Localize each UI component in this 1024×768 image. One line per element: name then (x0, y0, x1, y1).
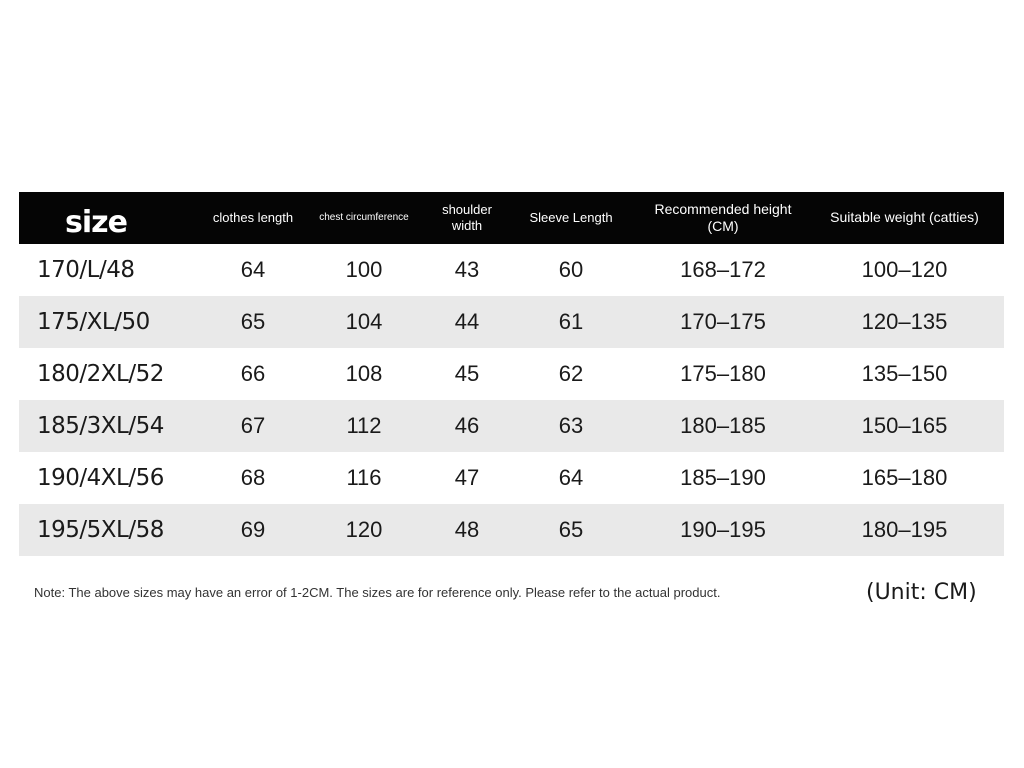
header-sleeve-length: Sleeve Length (529, 209, 613, 225)
height-cell: 185–190 (680, 465, 766, 490)
size-cell: 185/3XL/54 (37, 413, 164, 439)
size-table (19, 192, 1004, 556)
shoulder-cell: 43 (454, 257, 480, 282)
shoulder-cell: 45 (454, 361, 480, 386)
chest-cell: 108 (345, 361, 383, 386)
header-size: size (65, 205, 127, 241)
chest-cell: 100 (345, 257, 383, 282)
clothes-length-cell: 67 (240, 413, 266, 438)
shoulder-cell: 48 (454, 517, 480, 542)
sleeve-cell: 61 (558, 309, 584, 334)
chest-cell: 112 (346, 413, 382, 438)
shoulder-cell: 46 (454, 413, 480, 438)
table-header (19, 192, 1004, 244)
size-cell: 180/2XL/52 (37, 361, 164, 387)
size-cell: 170/L/48 (37, 257, 135, 283)
shoulder-cell: 44 (454, 309, 480, 334)
sleeve-cell: 60 (558, 257, 584, 282)
table-row (19, 348, 1004, 400)
unit-label: (Unit: CM) (866, 580, 977, 605)
clothes-length-cell: 66 (240, 361, 266, 386)
weight-cell: 120–135 (861, 309, 948, 334)
header-chest-circumference: chest circumference (319, 211, 409, 223)
size-cell: 175/XL/50 (37, 309, 150, 335)
sleeve-cell: 65 (558, 517, 584, 542)
table-row (19, 400, 1004, 452)
weight-cell: 135–150 (861, 361, 948, 386)
chest-cell: 104 (345, 309, 383, 334)
chest-cell: 120 (345, 517, 383, 542)
height-cell: 175–180 (680, 361, 766, 386)
sleeve-cell: 64 (558, 465, 584, 490)
height-cell: 180–185 (680, 413, 766, 438)
size-cell: 195/5XL/58 (37, 517, 164, 543)
chest-cell: 116 (346, 465, 382, 490)
sleeve-cell: 62 (558, 361, 584, 386)
size-cell: 190/4XL/56 (37, 465, 164, 491)
clothes-length-cell: 65 (240, 309, 266, 334)
sleeve-cell: 63 (558, 413, 584, 438)
header-suitable-weight: Suitable weight (catties) (830, 209, 979, 226)
table-row (19, 452, 1004, 504)
header-shoulder-width: shoulder width (442, 201, 492, 233)
clothes-length-cell: 68 (240, 465, 266, 490)
header-clothes-length: clothes length (212, 209, 294, 225)
disclaimer-note: Note: The above sizes may have an error of 1-2CM. The sizes are for reference only. Please refer to the actual product. (34, 585, 721, 600)
table-row (19, 296, 1004, 348)
shoulder-cell: 47 (454, 465, 480, 490)
height-cell: 168–172 (680, 257, 766, 282)
table-row (19, 244, 1004, 296)
weight-cell: 165–180 (861, 465, 948, 490)
height-cell: 170–175 (680, 309, 766, 334)
weight-cell: 180–195 (861, 517, 948, 542)
clothes-length-cell: 64 (240, 257, 266, 282)
table-row (19, 504, 1004, 556)
header-recommended-height: Recommended height (CM) (654, 200, 792, 234)
height-cell: 190–195 (680, 517, 766, 542)
clothes-length-cell: 69 (240, 517, 266, 542)
weight-cell: 150–165 (861, 413, 948, 438)
weight-cell: 100–120 (861, 257, 948, 282)
